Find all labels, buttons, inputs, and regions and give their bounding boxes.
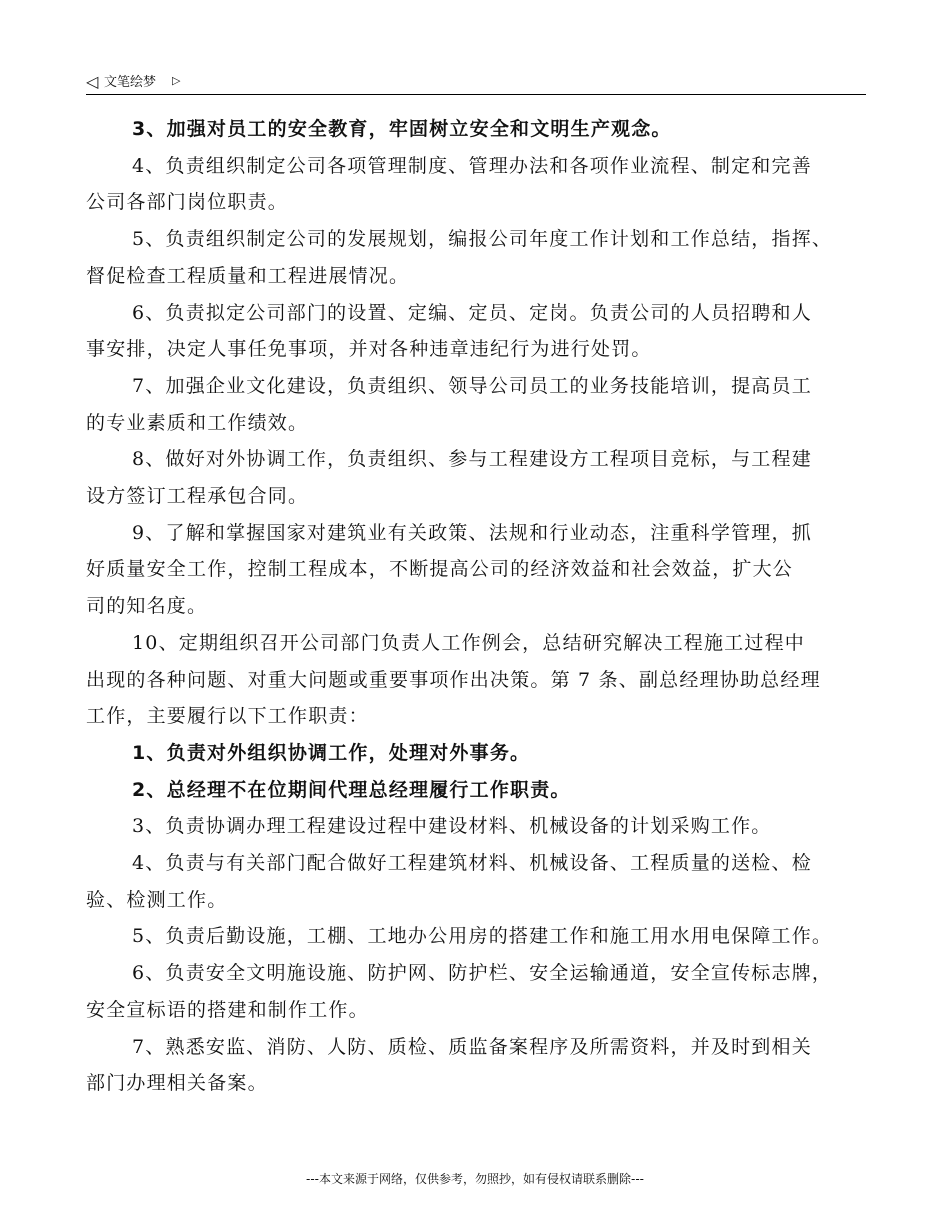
paragraph-line: 事安排，决定人事任免事项，并对各种违章违纪行为进行处罚。 <box>86 338 652 361</box>
paragraph-line: 6、负责安全文明施设施、防护网、防护栏、安全运输通道，安全宣传标志牌， <box>132 962 833 985</box>
header-title: 文笔绘梦 <box>104 75 157 90</box>
paragraph-line: 的专业素质和工作绩效。 <box>86 411 309 434</box>
paragraph-line: 5、负责组织制定公司的发展规划，编报公司年度工作计划和工作总结，指挥、 <box>132 228 833 251</box>
paragraph-line: 7、加强企业文化建设，负责组织、领导公司员工的业务技能培训，提高员工 <box>132 374 812 397</box>
paragraph-line: 10、定期组织召开公司部门负责人工作例会，总结研究解决工程施工过程中 <box>132 631 805 654</box>
paragraph-line: 设方签订工程承包合同。 <box>86 485 309 507</box>
paragraph-line: 1、负责对外组织协调工作，处理对外事务。 <box>132 741 531 764</box>
paragraph-line: 工作，主要履行以下工作职责： <box>86 705 369 728</box>
paragraph-line: 司的知名度。 <box>86 595 208 618</box>
page-header <box>86 72 866 95</box>
paragraph-line: 8、做好对外协调工作，负责组织、参与工程建设方工程项目竞标，与工程建 <box>132 448 812 471</box>
paragraph-line: 2、总经理不在位期间代理总经理履行工作职责。 <box>132 778 571 801</box>
paragraph-line: 4、负责与有关部门配合做好工程建筑材料、机械设备、工程质量的送检、检 <box>132 852 812 874</box>
paragraph-line: 3、加强对员工的安全教育，牢固树立安全和文明生产观念。 <box>132 118 672 140</box>
paragraph-line: 验、检测工作。 <box>86 888 228 911</box>
paragraph-line: 部门办理相关备案。 <box>86 1072 268 1095</box>
paragraph-line: 出现的各种问题、对重大问题或重要事项作出决策。第 7 条、副总经理协助总经理 <box>86 668 821 691</box>
paragraph-line: 7、熟悉安监、消防、人防、质检、质监备案程序及所需资料，并及时到相关 <box>132 1035 812 1058</box>
triangle-right-icon: ▷ <box>172 74 181 87</box>
paragraph-line: 9、了解和掌握国家对建筑业有关政策、法规和行业动态，注重科学管理，抓 <box>132 521 812 544</box>
paragraph-line: 3、负责协调办理工程建设过程中建设材料、机械设备的计划采购工作。 <box>132 815 772 838</box>
paragraph-line: 安全宣标语的搭建和制作工作。 <box>86 998 369 1021</box>
paragraph-line: 好质量安全工作，控制工程成本，不断提高公司的经济效益和社会效益，扩大公 <box>86 558 794 581</box>
paragraph-line: 公司各部门岗位职责。 <box>86 191 289 214</box>
paragraph-line: 督促检查工程质量和工程进展情况。 <box>86 264 410 287</box>
footer-disclaimer: ---本文来源于网络，仅供参考，勿照抄，如有侵权请联系删除--- <box>306 1172 644 1186</box>
paragraph-line: 4、负责组织制定公司各项管理制度、管理办法和各项作业流程、制定和完善 <box>132 154 812 177</box>
paragraph-line: 5、负责后勤设施，工棚、工地办公用房的搭建工作和施工用水用电保障工作。 <box>132 925 833 948</box>
paragraph-line: 6、负责拟定公司部门的设置、定编、定员、定岗。负责公司的人员招聘和人 <box>132 301 812 324</box>
triangle-left-icon: ◁ <box>86 72 99 91</box>
